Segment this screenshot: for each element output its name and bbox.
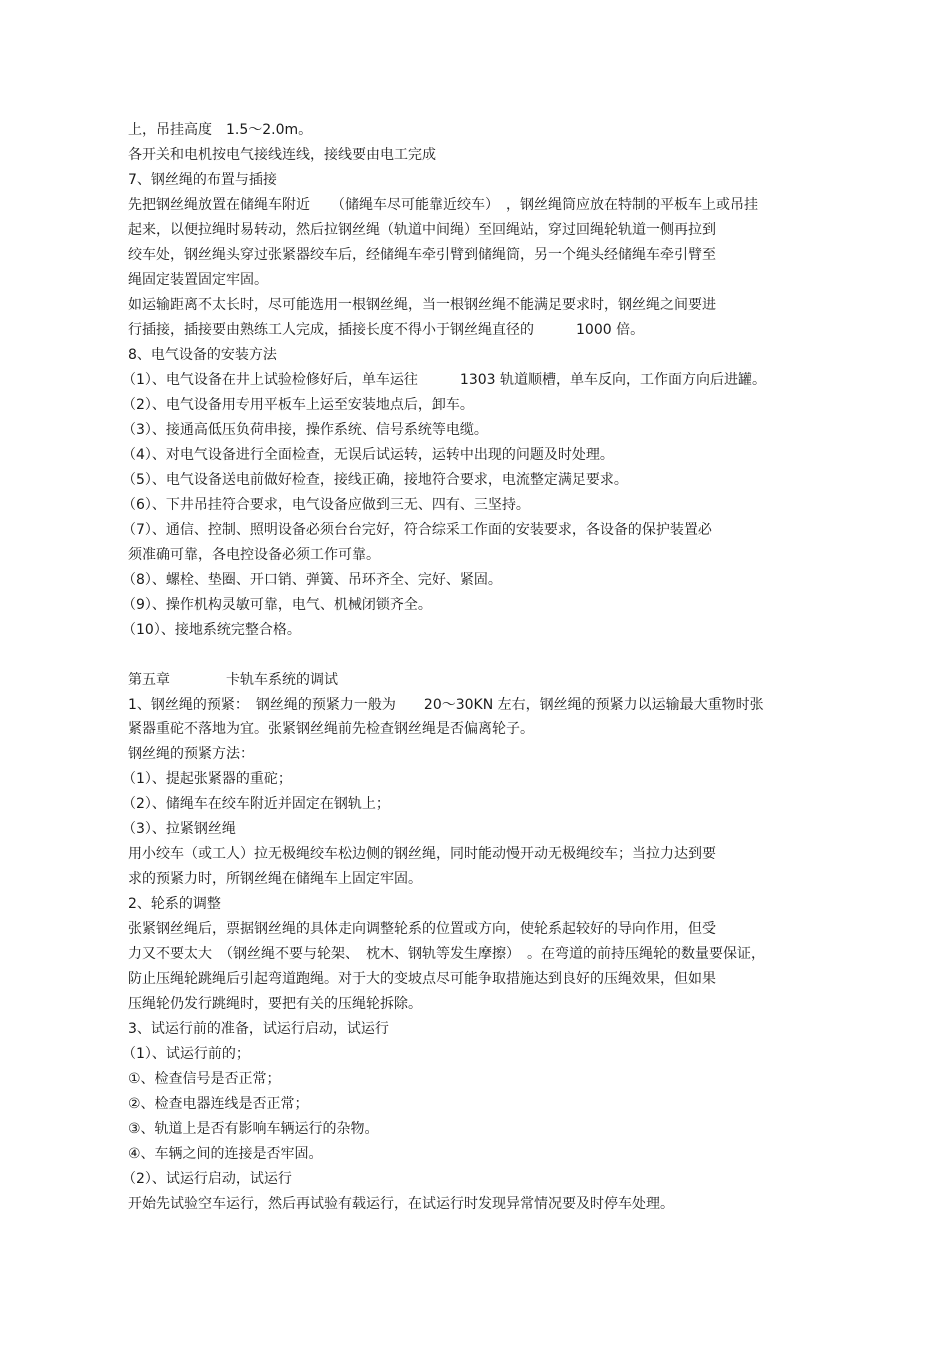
list-item: （5）、电气设备送电前做好检查，接线正确，接地符合要求，电流整定满足要求。 bbox=[122, 472, 628, 488]
list-item: （1）、试运行前的； bbox=[122, 1046, 250, 1062]
text-line: 须准确可靠，各电控设备必须工作可靠。 bbox=[128, 547, 380, 563]
list-item: （1）、提起张紧器的重砣； bbox=[122, 771, 292, 787]
chapter-title: 第五章 卡轨车系统的调试 bbox=[128, 672, 338, 688]
list-item: （10）、接地系统完整合格。 bbox=[122, 622, 301, 638]
list-item: （2）、试运行启动，试运行 bbox=[122, 1171, 292, 1187]
list-item: （7）、通信、控制、照明设备必须台台完好，符合综采工作面的安装要求，各设备的保护装置必 bbox=[122, 522, 712, 538]
text-line: 压绳轮仍发行跳绳时，要把有关的压绳轮拆除。 bbox=[128, 996, 422, 1012]
section-heading: 2、轮系的调整 bbox=[128, 896, 221, 912]
section-heading: 8、电气设备的安装方法 bbox=[128, 347, 277, 363]
list-item: （9）、操作机构灵敏可靠，电气、机械闭锁齐全。 bbox=[122, 597, 432, 613]
text-line: 先把钢丝绳放置在储绳车附近 （储绳车尽可能靠近绞车） ，钢丝绳筒应放在特制的平板车上或吊挂 bbox=[128, 197, 758, 213]
text-line: 防止压绳轮跳绳后引起弯道跑绳。对于大的变坡点尽可能争取措施达到良好的压绳效果，但如果 bbox=[128, 971, 716, 987]
list-item: （6）、下井吊挂符合要求，电气设备应做到三无、四有、三坚持。 bbox=[122, 497, 530, 513]
text-line: 起来，以便拉绳时易转动，然后拉钢丝绳（轨道中间绳）至回绳站，穿过回绳轮轨道一侧再拉到 bbox=[128, 222, 716, 238]
text-line: 力又不要太大 （钢丝绳不要与轮架、 枕木、钢轨等发生摩擦） 。在弯道的前持压绳轮的数量要保证， bbox=[128, 946, 765, 962]
text-line: 钢丝绳的预紧方法： bbox=[128, 746, 254, 762]
list-item: ④、车辆之间的连接是否牢固。 bbox=[128, 1146, 323, 1162]
text-line: 行插接，插接要由熟练工人完成，插接长度不得小于钢丝绳直径的 1000 倍。 bbox=[128, 322, 645, 338]
text-line: 上，吊挂高度 1.5～2.0m。 bbox=[128, 122, 313, 138]
list-item: （3）、接通高低压负荷串接，操作系统、信号系统等电缆。 bbox=[122, 422, 488, 438]
text-line: 紧器重砣不落地为宜。张紧钢丝绳前先检查钢丝绳是否偏离轮子。 bbox=[128, 721, 534, 737]
section-heading: 3、试运行前的准备，试运行启动，试运行 bbox=[128, 1021, 389, 1037]
text-line: 各开关和电机按电气接线连线，接线要由电工完成 bbox=[128, 147, 436, 163]
text-line: 绞车处，钢丝绳头穿过张紧器绞车后，经储绳车牵引臂到储绳筒，另一个绳头经储绳车牵引臂至 bbox=[128, 247, 716, 263]
text-line: 用小绞车（或工人）拉无极绳绞车松边侧的钢丝绳，同时能动慢开动无极绳绞车；当拉力达到要 bbox=[128, 846, 716, 862]
text-line: 如运输距离不太长时，尽可能选用一根钢丝绳，当一根钢丝绳不能满足要求时，钢丝绳之间要进 bbox=[128, 297, 716, 313]
list-item: ①、检查信号是否正常； bbox=[128, 1071, 281, 1087]
text-line: 开始先试验空车运行，然后再试验有载运行，在试运行时发现异常情况要及时停车处理。 bbox=[128, 1196, 674, 1212]
text-line: 绳固定装置固定牢固。 bbox=[128, 272, 268, 288]
text-line: 求的预紧力时，所钢丝绳在储绳车上固定牢固。 bbox=[128, 871, 422, 887]
text-line: 张紧钢丝绳后，票据钢丝绳的具体走向调整轮系的位置或方向，使轮系起较好的导向作用，但受 bbox=[128, 921, 716, 937]
list-item: ③、轨道上是否有影响车辆运行的杂物。 bbox=[128, 1121, 379, 1137]
list-item: ②、检查电器连线是否正常； bbox=[128, 1096, 309, 1112]
list-item: （4）、对电气设备进行全面检查，无误后试运转，运转中出现的问题及时处理。 bbox=[122, 447, 614, 463]
list-item: （3）、拉紧钢丝绳 bbox=[122, 821, 236, 837]
section-heading: 1、钢丝绳的预紧： 钢丝绳的预紧力一般为 20～30KN 左右，钢丝绳的预紧力以运输最大重物时张 bbox=[128, 697, 764, 713]
list-item: （2）、储绳车在绞车附近并固定在钢轨上； bbox=[122, 796, 390, 812]
list-item: （2）、电气设备用专用平板车上运至安装地点后，卸车。 bbox=[122, 397, 474, 413]
section-heading: 7、钢丝绳的布置与插接 bbox=[128, 172, 277, 188]
list-item: （1）、电气设备在井上试验检修好后，单车运往 1303 轨道顺槽，单车反向，工作面方向后进罐。 bbox=[122, 372, 766, 388]
list-item: （8）、螺栓、垫圈、开口销、弹簧、吊环齐全、完好、紧固。 bbox=[122, 572, 502, 588]
